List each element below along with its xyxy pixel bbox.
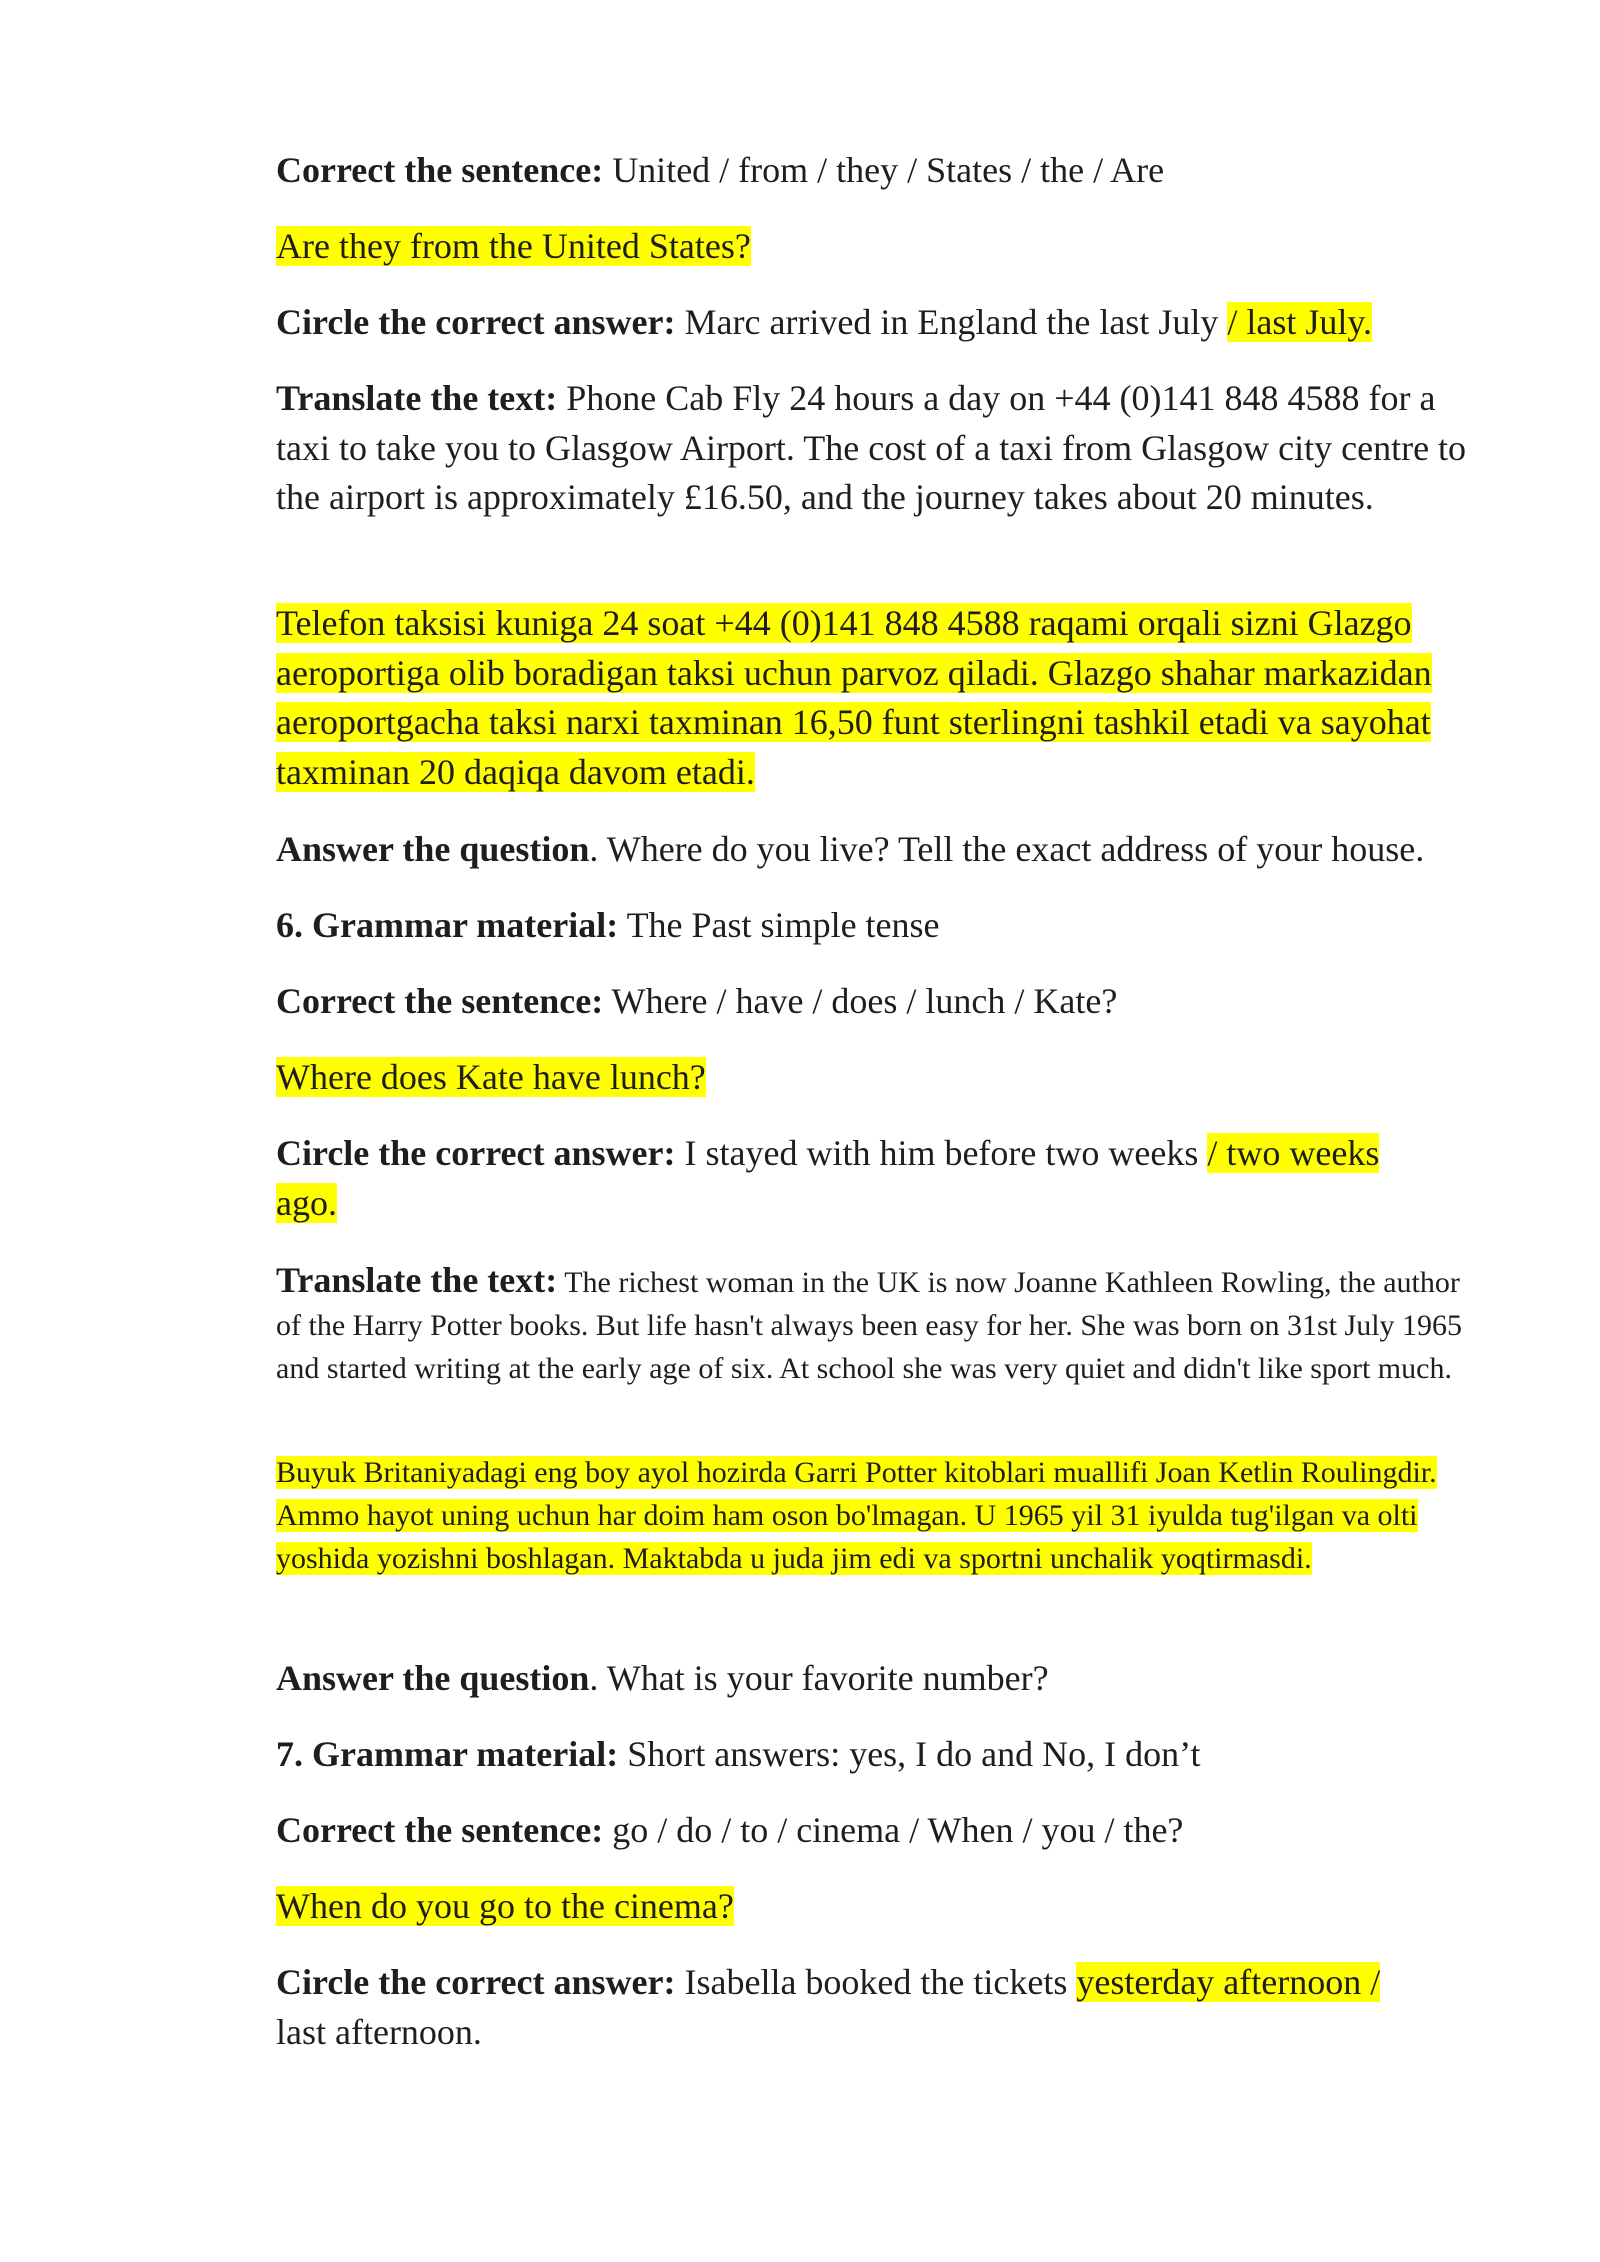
- text: Marc arrived in England the last July: [675, 302, 1228, 342]
- highlighted-translation: Buyuk Britaniyadagi eng boy ayol hozirda Garri Potter kitoblari muallifi Joan Ketlin Roulingdir. Ammo hayot uning uchun har doim ham oson bo'lmagan. U 1965 yil 31 iyulda tug'ilgan va olti yoshida yozishni boshlagan. Maktabda u juda jim edi va sportni unchalik yoqtirmasdi.: [276, 1456, 1437, 1575]
- highlighted-choice: / two weeks ago.: [276, 1133, 1380, 1223]
- text: The richest woman in the UK is now Joanne Kathleen Rowling, the author of the Harry Potter books. But life hasn't always been easy for her. She was born on 31st July 1965 and started writing at the early age of six. At school she was very quiet and didn't like sport much.: [276, 1266, 1463, 1385]
- text: Where / have / does / lunch / Kate?: [603, 981, 1118, 1021]
- highlighted-choice: / last July.: [1227, 302, 1373, 342]
- correct-sentence-1: [276, 146, 1164, 196]
- highlighted-answer: Where does Kate have lunch?: [276, 1057, 706, 1097]
- label: 7. Grammar material:: [276, 1734, 619, 1774]
- text: Short answers: yes, I do and No, I don’t: [618, 1734, 1201, 1774]
- text-tail: last afternoon.: [276, 2011, 482, 2052]
- correct-sentence-3: [276, 1806, 1183, 1856]
- label: Correct the sentence:: [276, 981, 604, 1021]
- translation-2: [276, 1451, 1476, 1580]
- highlighted-choice: yesterday afternoon /: [1076, 1962, 1381, 2002]
- label: Circle the correct answer:: [276, 1962, 676, 2002]
- text: The Past simple tense: [618, 905, 940, 945]
- circle-answer-2: [276, 1129, 1436, 1228]
- text: I stayed with him before two weeks: [675, 1133, 1208, 1173]
- label: Circle the correct answer:: [276, 302, 676, 342]
- label: Translate the text:: [276, 1260, 558, 1300]
- label: 6. Grammar material:: [276, 905, 619, 945]
- text: . What is your favorite number?: [589, 1658, 1049, 1698]
- label: Translate the text:: [276, 378, 558, 418]
- grammar-material-7: [276, 1730, 1200, 1780]
- answer-2: [276, 1053, 706, 1103]
- text: Phone Cab Fly 24 hours a day on +44 (0)141 848 4588 for a taxi to take you to Glasgow Airport. The cost of a taxi from Glasgow city centre to the airport is approximately £16.50, and the journey takes about 20 minutes.: [276, 378, 1467, 517]
- label: Correct the sentence:: [276, 1810, 604, 1850]
- translation-1: [276, 599, 1491, 797]
- translate-text-1: [276, 374, 1491, 523]
- text: United / from / they / States / the / Are: [603, 150, 1165, 190]
- answer-3: [276, 1882, 734, 1932]
- translate-text-2: [276, 1259, 1476, 1390]
- text: . Where do you live? Tell the exact address of your house.: [589, 829, 1425, 869]
- circle-answer-3: [276, 1958, 1436, 2057]
- answer-question-1: [276, 825, 1516, 875]
- text: go / do / to / cinema / When / you / the?: [603, 1810, 1184, 1850]
- label: Answer the question: [276, 1658, 590, 1698]
- grammar-material-6: [276, 901, 940, 951]
- text: Isabella booked the tickets: [675, 1962, 1077, 2002]
- label: Circle the correct answer:: [276, 1133, 676, 1173]
- answer-question-2: [276, 1654, 1049, 1704]
- highlighted-answer: Are they from the United States?: [276, 226, 751, 266]
- highlighted-translation: Telefon taksisi kuniga 24 soat +44 (0)141 848 4588 raqami orqali sizni Glazgo aeroportiga olib boradigan taksi uchun parvoz qiladi. Glazgo shahar markazidan aeroportgacha taksi narxi taxminan 16,50 funt sterlingni tashkil etadi va sayohat taxminan 20 daqiqa davom etadi.: [276, 603, 1432, 792]
- label: Correct the sentence:: [276, 150, 604, 190]
- circle-answer-1: [276, 298, 1372, 348]
- highlighted-answer: When do you go to the cinema?: [276, 1886, 734, 1926]
- answer-1: [276, 222, 751, 272]
- label: Answer the question: [276, 829, 590, 869]
- correct-sentence-2: [276, 977, 1117, 1027]
